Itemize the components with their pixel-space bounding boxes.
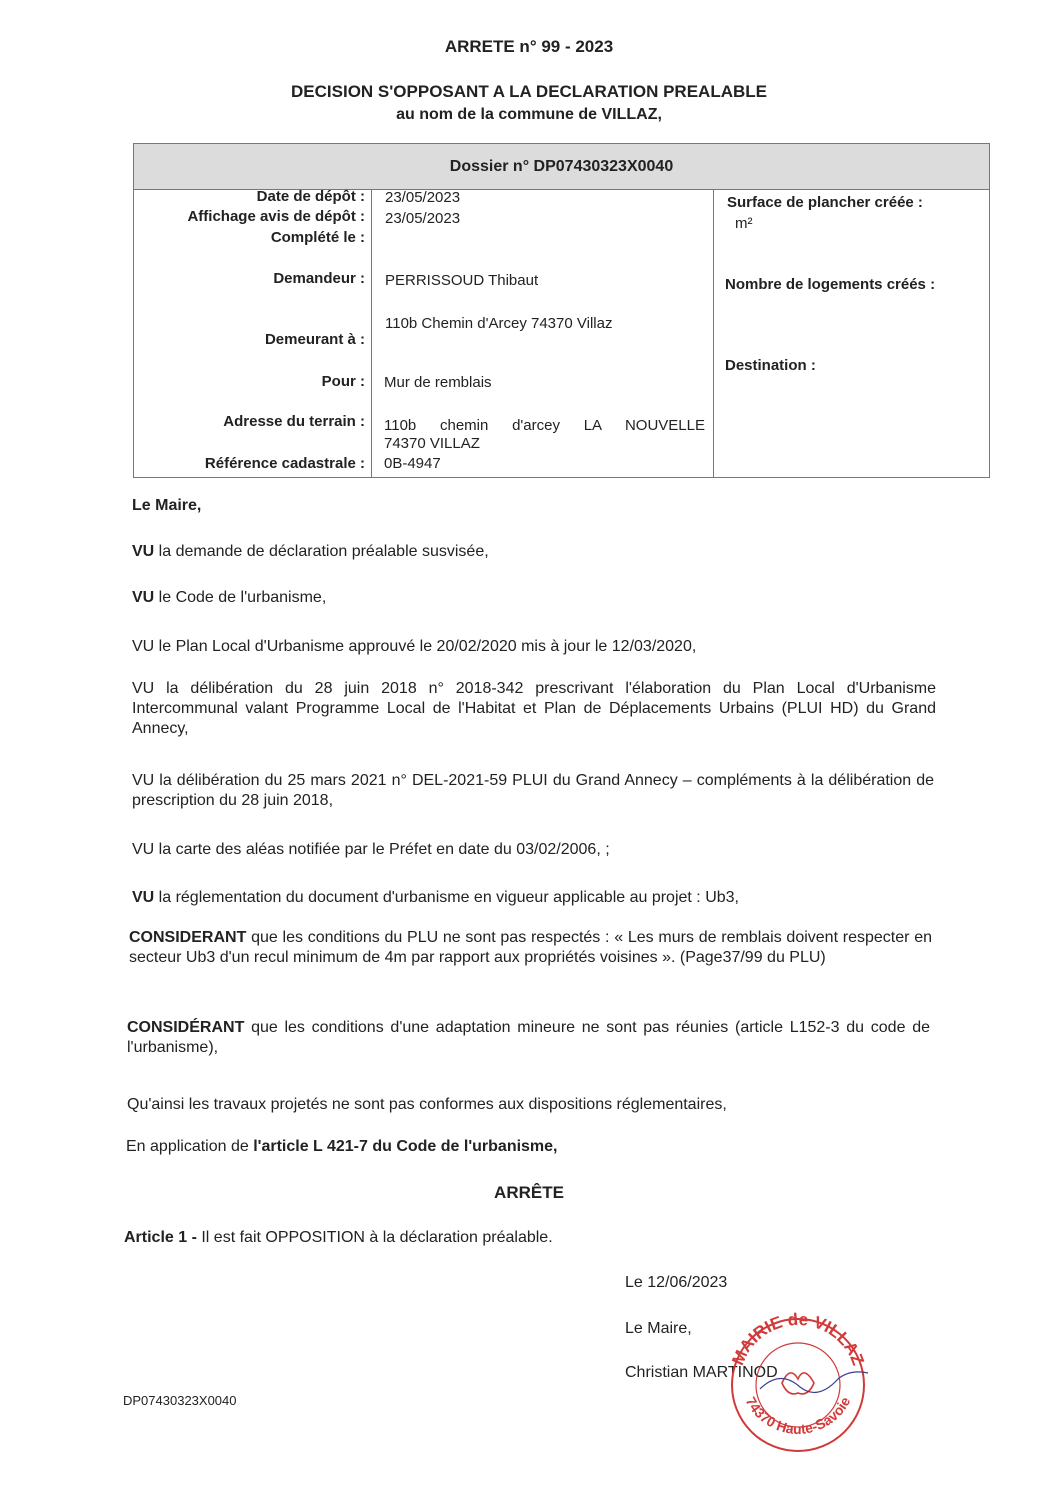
considerant-text: que les conditions d'une adaptation mineure ne sont pas réunies (article L152-3 du code de l'urbanisme), — [127, 1019, 930, 1056]
article-text: Il est fait OPPOSITION à la déclaration préalable. — [201, 1229, 553, 1246]
considerant-adaptation — [127, 1018, 930, 1058]
vu-lead: VU — [132, 589, 155, 606]
vu-text: le Code de l'urbanisme, — [154, 589, 327, 606]
page-title: ARRETE n° 99 - 2023 — [444, 37, 614, 56]
application-article: l'article L 421-7 du Code de l'urbanisme, — [253, 1138, 558, 1155]
vu-lead: VU — [132, 889, 155, 906]
label-logements: Nombre de logements créés : — [725, 276, 936, 293]
vu-deliberation-2021: VU la délibération du 25 mars 2021 n° DEL-2021-59 PLUI du Grand Annecy – compléments à la délibération de prescription du 28 juin 2018, — [132, 772, 934, 809]
considerant-plu — [129, 928, 932, 968]
quainsi: Qu'ainsi les travaux projetés ne sont pas conformes aux dispositions réglementaires, — [127, 1096, 727, 1113]
mairie-stamp — [720, 1305, 880, 1460]
application-lead: En application de — [126, 1138, 254, 1155]
application — [126, 1137, 931, 1157]
considerant-lead: CONSIDERANT — [129, 929, 247, 946]
considerant-lead: CONSIDÉRANT — [127, 1019, 245, 1036]
label-demandeur: Demandeur : — [273, 270, 365, 287]
value-affichage: 23/05/2023 — [385, 210, 461, 227]
label-adresse: Adresse du terrain : — [223, 413, 365, 430]
value-adresse-line2: 74370 VILLAZ — [384, 435, 480, 452]
vu-plu: VU le Plan Local d'Urbanisme approuvé le 20/02/2020 mis à jour le 12/03/2020, — [132, 638, 697, 655]
column-divider — [713, 190, 714, 477]
dossier-table — [133, 143, 990, 478]
vu-text: la réglementation du document d'urbanisme en vigueur applicable au projet : Ub3, — [154, 889, 739, 906]
signature-name: Christian MARTINOD — [625, 1364, 778, 1381]
commune-subtitle: au nom de la commune de VILLAZ, — [396, 106, 662, 123]
signature-date: Le 12/06/2023 — [625, 1274, 728, 1291]
label-reference: Référence cadastrale : — [204, 455, 365, 472]
label-destination: Destination : — [725, 357, 816, 374]
vu-deliberation-2018: VU la délibération du 28 juin 2018 n° 2018-342 prescrivant l'élaboration du Plan Local d'Urbanisme Intercommunal valant Programme Local de l'Habitat et Plan de Déplacements Urbains (PLUI HD) du Grand Annecy, — [132, 680, 936, 737]
considerant-text: que les conditions du PLU ne sont pas respectés : « Les murs de remblais doivent respecter en secteur Ub3 d'un recul minimum de 4m par rapport aux propriétés voisines ». (Page37/99 du PLU) — [129, 929, 932, 966]
value-date-depot: 23/05/2023 — [385, 189, 461, 206]
column-divider — [371, 190, 372, 477]
vu-reglementation — [132, 888, 937, 908]
surface-unit: m² — [735, 215, 753, 232]
decision-subtitle: DECISION S'OPPOSANT A LA DECLARATION PREALABLE — [291, 82, 767, 101]
arrete-heading — [0, 1183, 1058, 1203]
article-lead: Article 1 - — [124, 1229, 202, 1246]
label-date-depot: Date de dépôt : — [256, 188, 365, 205]
value-pour: Mur de remblais — [384, 374, 492, 391]
label-complete: Complété le : — [270, 229, 365, 246]
footer-reference: DP07430323X0040 — [123, 1393, 237, 1408]
value-reference: 0B-4947 — [384, 455, 441, 472]
vu-demande — [132, 542, 937, 562]
value-demandeur: PERRISSOUD Thibaut — [385, 272, 539, 289]
label-surface: Surface de plancher créée : — [727, 194, 923, 211]
vu-carte-aleas: VU la carte des aléas notifiée par le Préfet en date du 03/02/2006, ; — [132, 841, 610, 858]
article-1 — [124, 1228, 929, 1248]
value-demeurant: 110b Chemin d'Arcey 74370 Villaz — [385, 315, 613, 332]
value-adresse-line1: 110b chemin d'arcey LA NOUVELLE — [384, 417, 705, 434]
label-demeurant: Demeurant à : — [264, 331, 365, 348]
arrete-text: ARRÊTE — [494, 1183, 564, 1202]
label-affichage: Affichage avis de dépôt : — [187, 208, 365, 225]
label-pour: Pour : — [321, 373, 365, 390]
stamp-seal-icon — [720, 1305, 880, 1455]
salutation: Le Maire, — [132, 497, 202, 514]
svg-text:74370 Haute-Savoie: 74370 Haute-Savoie — [742, 1394, 854, 1437]
dossier-heading: Dossier n° DP07430323X0040 — [134, 144, 989, 190]
vu-lead: VU — [132, 543, 155, 560]
signature-role: Le Maire, — [625, 1320, 692, 1337]
vu-text: la demande de déclaration préalable susvisée, — [154, 543, 489, 560]
vu-code — [132, 588, 937, 608]
svg-text:MAIRIE de VILLAZ: MAIRIE de VILLAZ — [728, 1309, 868, 1368]
